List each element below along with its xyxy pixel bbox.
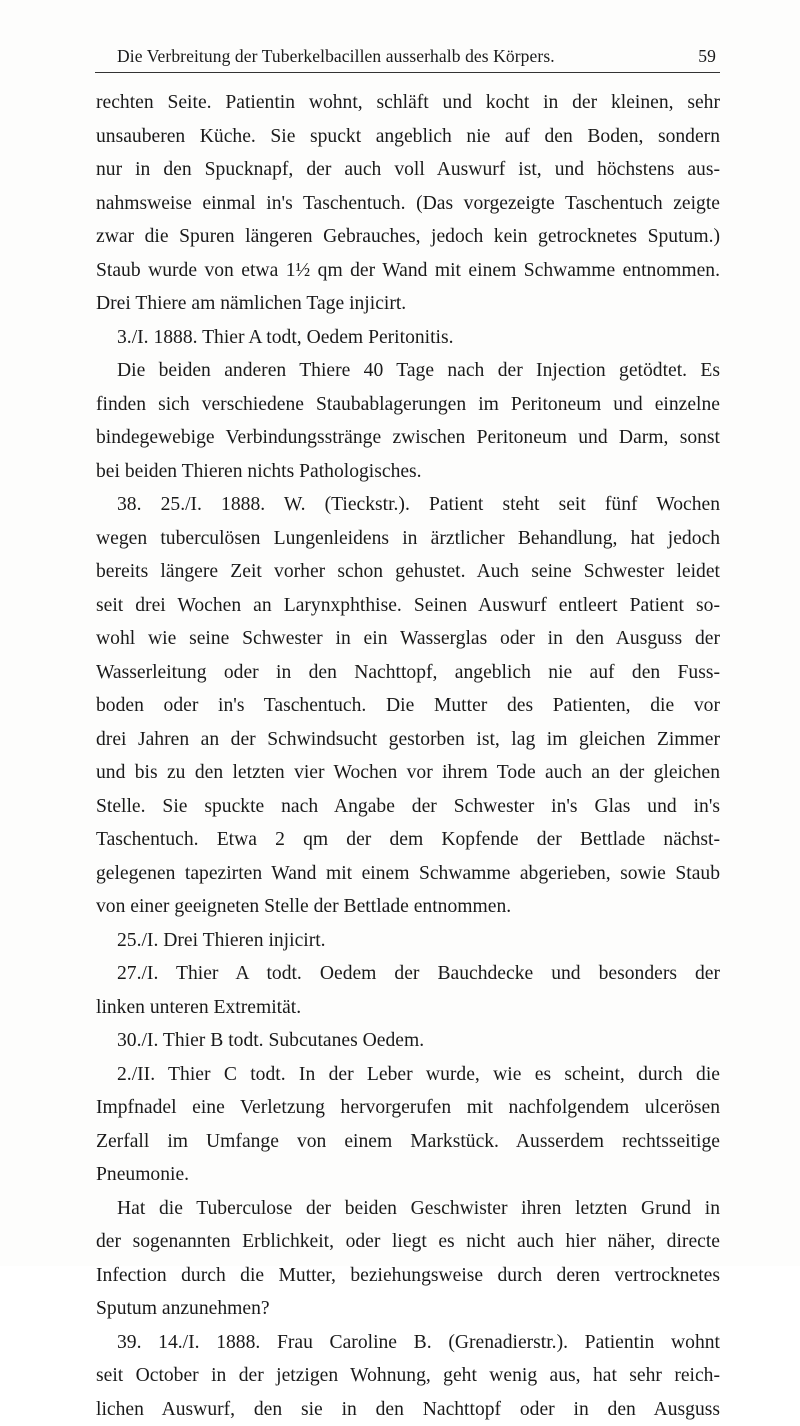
text-line: 27./I. Thier A todt. Oedem der Bauchdecke und besonders der <box>96 957 720 991</box>
text-line: der sogenannten Erblichkeit, oder liegt es nicht auch hier näher, directe <box>96 1225 720 1259</box>
body-text <box>96 86 720 1426</box>
text-line: bei beiden Thieren nichts Pathologisches. <box>96 455 720 489</box>
text-line: nur in den Spucknapf, der auch voll Auswurf ist, und höchstens aus- <box>96 153 720 187</box>
text-line: 38. 25./I. 1888. W. (Tieckstr.). Patient steht seit fünf Wochen <box>96 488 720 522</box>
text-line: bereits längere Zeit vorher schon gehustet. Auch seine Schwester leidet <box>96 555 720 589</box>
text-line: nahmsweise einmal in's Taschentuch. (Das vorgezeigte Taschentuch zeigte <box>96 187 720 221</box>
text-line: boden oder in's Taschentuch. Die Mutter des Patienten, die vor <box>96 689 720 723</box>
text-line: 39. 14./I. 1888. Frau Caroline B. (Grenadierstr.). Patientin wohnt <box>96 1326 720 1360</box>
text-line: 25./I. Drei Thieren injicirt. <box>96 924 720 958</box>
text-line: seit drei Wochen an Larynxphthise. Seinen Auswurf entleert Patient so- <box>96 589 720 623</box>
text-line: 3./I. 1888. Thier A todt, Oedem Peritonitis. <box>96 321 720 355</box>
text-line: zwar die Spuren längeren Gebrauches, jedoch kein getrocknetes Sputum.) <box>96 220 720 254</box>
text-line: unsauberen Küche. Sie spuckt angeblich nie auf den Boden, sondern <box>96 120 720 154</box>
text-line: Die beiden anderen Thiere 40 Tage nach der Injection getödtet. Es <box>96 354 720 388</box>
text-line: 2./II. Thier C todt. In der Leber wurde, wie es scheint, durch die <box>96 1058 720 1092</box>
text-line: lichen Auswurf, den sie in den Nachttopf oder in den Ausguss <box>96 1393 720 1426</box>
text-line: bindegewebige Verbindungsstränge zwischen Peritoneum und Darm, sonst <box>96 421 720 455</box>
text-line: Infection durch die Mutter, beziehungsweise durch deren vertrocknetes <box>96 1259 720 1293</box>
text-line: von einer geeigneten Stelle der Bettlade entnommen. <box>96 890 720 924</box>
text-line: 30./I. Thier B todt. Subcutanes Oedem. <box>96 1024 720 1058</box>
text-line: Wasserleitung oder in den Nachttopf, angeblich nie auf den Fuss- <box>96 656 720 690</box>
text-line: Impfnadel eine Verletzung hervorgerufen mit nachfolgendem ulcerösen <box>96 1091 720 1125</box>
text-line: Zerfall im Umfange von einem Markstück. Ausserdem rechtsseitige <box>96 1125 720 1159</box>
text-line: seit October in der jetzigen Wohnung, geht wenig aus, hat sehr reich- <box>96 1359 720 1393</box>
text-line: Drei Thiere am nämlichen Tage injicirt. <box>96 287 720 321</box>
text-line: linken unteren Extremität. <box>96 991 720 1025</box>
text-line: finden sich verschiedene Staubablagerungen im Peritoneum und einzelne <box>96 388 720 422</box>
text-line: Sputum anzunehmen? <box>96 1292 720 1326</box>
text-line: Stelle. Sie spuckte nach Angabe der Schwester in's Glas und in's <box>96 790 720 824</box>
running-title: Die Verbreitung der Tuberkelbacillen ausserhalb des Körpers. <box>117 46 555 67</box>
text-line: rechten Seite. Patientin wohnt, schläft und kocht in der kleinen, sehr <box>96 86 720 120</box>
text-line: drei Jahren an der Schwindsucht gestorben ist, lag im gleichen Zimmer <box>96 723 720 757</box>
text-line: und bis zu den letzten vier Wochen vor ihrem Tode auch an der gleichen <box>96 756 720 790</box>
text-line: gelegenen tapezirten Wand mit einem Schwamme abgerieben, sowie Staub <box>96 857 720 891</box>
page-number: 59 <box>698 46 716 67</box>
text-line: wohl wie seine Schwester in ein Wasserglas oder in den Ausguss der <box>96 622 720 656</box>
text-line: Pneumonie. <box>96 1158 720 1192</box>
text-line: wegen tuberculösen Lungenleidens in ärztlicher Behandlung, hat jedoch <box>96 522 720 556</box>
header-rule <box>95 72 720 73</box>
text-line: Hat die Tuberculose der beiden Geschwister ihren letzten Grund in <box>96 1192 720 1226</box>
text-line: Taschentuch. Etwa 2 qm der dem Kopfende der Bettlade nächst- <box>96 823 720 857</box>
text-line: Staub wurde von etwa 1½ qm der Wand mit einem Schwamme entnommen. <box>96 254 720 288</box>
running-header <box>95 46 720 68</box>
